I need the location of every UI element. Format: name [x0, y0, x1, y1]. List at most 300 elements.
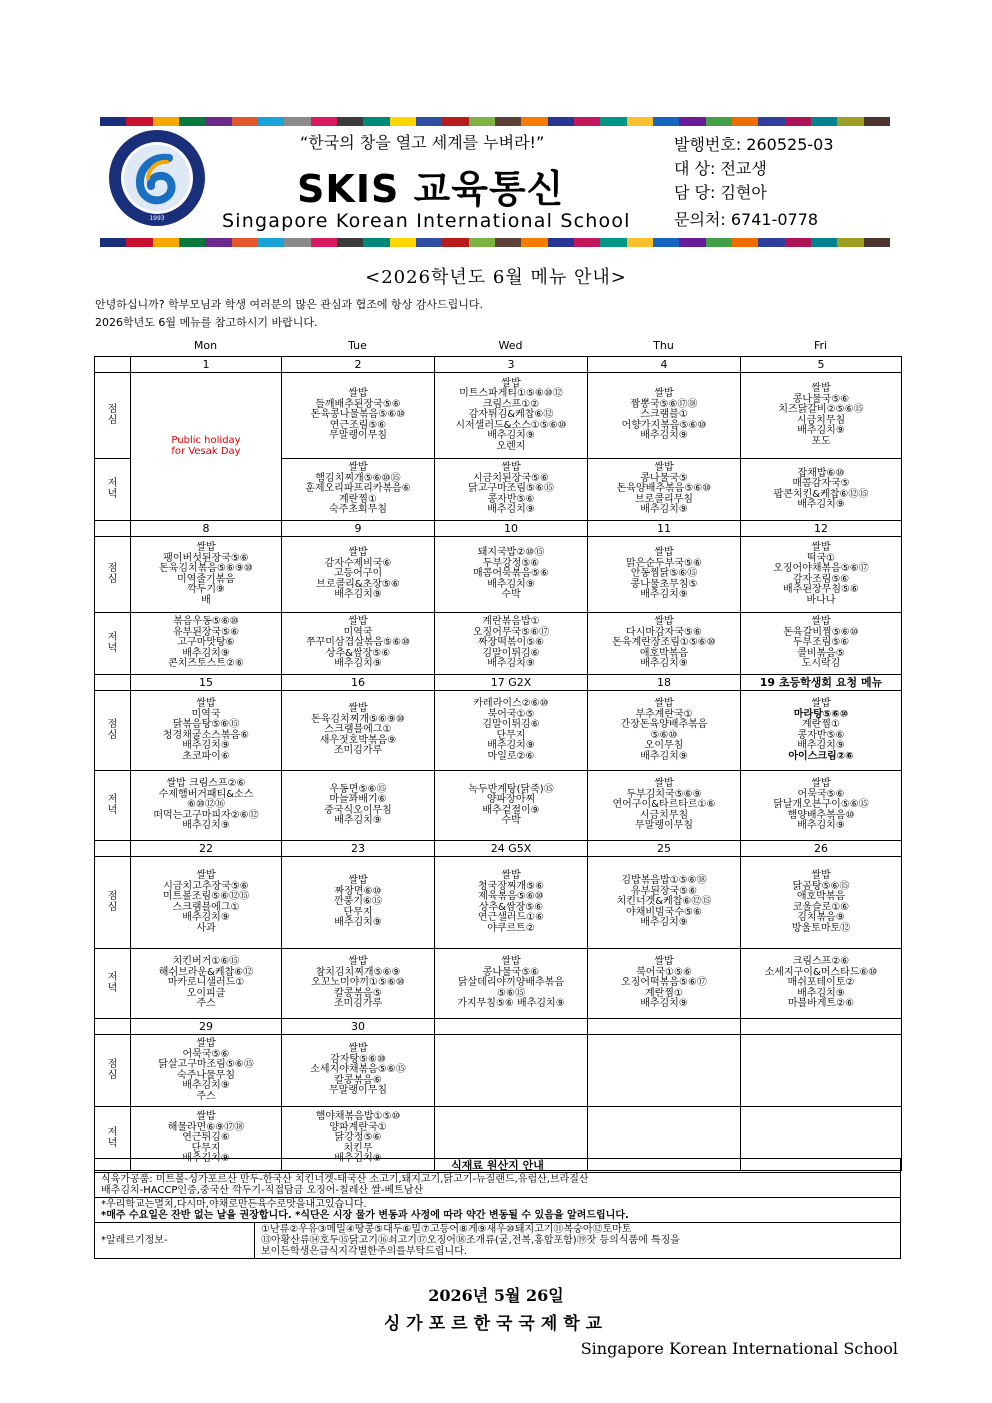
menu-item: 닭살고구마조림⑤⑥⑮ — [158, 1059, 254, 1070]
menu-item: 들깨배추된장국⑤⑥ — [315, 398, 401, 410]
date-cell: 23 — [282, 841, 435, 857]
date-cell: 22 — [131, 841, 282, 857]
menu-item: 쌀밥 — [348, 1043, 368, 1055]
menu-item: 양파계란국① — [329, 1121, 387, 1133]
menu-item: 배추김치⑨ — [640, 589, 688, 601]
school-name-english: Singapore Korean International School — [222, 210, 631, 232]
lunch-label: 점심 — [95, 537, 131, 613]
menu-item: 잡채밥⑥⑩ — [797, 467, 845, 479]
menu-item: 돈육김치볶음⑤⑥⑨⑩ — [159, 563, 253, 574]
menu-item: 쌀밥 — [196, 1038, 216, 1049]
lunch-menu-cell — [435, 373, 588, 459]
color-bar-segment — [574, 117, 600, 126]
menu-item: 쌀밥 — [654, 778, 674, 790]
origin-info: 식육가공품: 미트볼-싱가포르산 만두-한국산 치킨너겟-태국산 소고기,돼지고기,닭고기-뉴질랜드,유럽산,브라질산 배추김치-HACCP인증,중국산 깍두기-직접담금 오징어-칠레산 쌀-베트남산 — [95, 1173, 901, 1198]
menu-item: 맑은순두부국⑤⑥ — [626, 557, 702, 569]
menu-item: 미역줄기볶음 — [177, 573, 235, 585]
lunch-label: 점심 — [95, 373, 131, 459]
menu-item: 감자조림⑤⑥ — [792, 573, 850, 585]
dinner-menu-cell — [435, 613, 588, 675]
menu-item: 돈육김치찌개⑤⑥⑨⑩ — [311, 713, 405, 725]
date-cell: 30 — [282, 1019, 435, 1035]
menu-heading: <2026학년도 6월 메뉴 안내> — [365, 267, 627, 288]
lunch-label: 점심 — [95, 857, 131, 949]
menu-item: 애호박볶음 — [639, 647, 689, 659]
menu-item: 어묵국⑤⑥ — [182, 1048, 230, 1060]
dinner-label: 저녁 — [95, 613, 131, 675]
menu-item: 햄양배추볶음⑩ — [787, 809, 855, 821]
lunch-menu-cell — [435, 691, 588, 771]
menu-item: 간장돈육양배추볶음 — [620, 719, 708, 730]
menu-item: 햄김치찌개⑤⑥⑩⑮ — [315, 472, 401, 484]
menu-item: 바나나 — [806, 594, 836, 606]
dinner-menu-cell — [435, 771, 588, 841]
menu-item: 무말랭이무침 — [635, 820, 693, 832]
menu-item: 북어국①⑤⑥ — [636, 966, 692, 978]
color-bar-segment — [311, 117, 337, 126]
menu-item: 배추김치⑨ — [334, 1153, 382, 1165]
menu-item: 계란찜① — [802, 719, 840, 730]
date-cell: 8 — [131, 521, 282, 537]
menu-item: 시금치무침 — [639, 809, 689, 821]
menu-item: 주스 — [196, 1090, 216, 1102]
menu-item: 오렌지 — [496, 440, 526, 452]
color-bar-segment — [653, 238, 679, 247]
menu-item: 감자탕⑤⑥⑩ — [330, 1053, 386, 1065]
menu-item: 미트볼조림⑤⑥⑫⑮ — [162, 891, 250, 902]
menu-item: 닭볶음탕⑤⑥⑮ — [172, 719, 240, 730]
menu-item: 쌀밥 — [196, 698, 216, 709]
lunch-menu-cell — [588, 537, 741, 613]
menu-item: 콩자반⑤⑥ — [487, 493, 535, 505]
menu-item: 계란찜① — [645, 987, 683, 999]
menu-item: 콩나물초무침⑤ — [630, 578, 698, 590]
date-row-spacer — [95, 1019, 131, 1035]
menu-item: 수박 — [501, 589, 521, 601]
menu-item: 쌀밥 — [811, 542, 831, 553]
menu-item: 칼콩볶음⑥ — [334, 1074, 382, 1086]
menu-item: 쌀밥 — [654, 698, 674, 709]
color-bar-segment — [732, 117, 758, 126]
menu-item: 스크램블에그① — [324, 724, 392, 736]
color-bar-segment — [442, 117, 468, 126]
menu-item: 수박 — [501, 815, 521, 826]
menu-item: 시저샐러드&소스①⑤⑥⑩ — [455, 419, 567, 431]
menu-item: 유부된장국⑤⑥ — [172, 626, 240, 638]
menu-item: 배추김치⑨ — [640, 504, 688, 516]
menu-item: 배추김치⑨ — [182, 1080, 230, 1091]
color-bar-segment — [179, 117, 205, 126]
menu-item: 콘치즈토스트②⑥ — [168, 658, 244, 670]
menu-item: 소세지야채볶음⑤⑥⑮ — [310, 1064, 406, 1076]
menu-item: 북어국①⑤ — [487, 708, 535, 720]
menu-item: 해쉬브라운&케찹⑥⑫ — [158, 966, 254, 978]
color-bar-segment — [548, 117, 574, 126]
menu-item: 짜장떡볶이⑤⑥ — [477, 637, 545, 649]
menu-item: 쌀밥 — [501, 377, 521, 389]
menu-item: 청경채굴소스볶음⑥ — [162, 729, 250, 741]
menu-item: 배추김치⑨ — [640, 430, 688, 442]
date-cell: 3 — [435, 357, 588, 373]
menu-item: 닭강정⑤⑥ — [334, 1132, 382, 1144]
color-bar-segment — [627, 238, 653, 247]
color-bar-segment — [469, 238, 495, 247]
menu-item: 쌀밥 — [348, 875, 368, 887]
lunch-menu-cell — [282, 691, 435, 771]
allergy-label: *알레르기정보- — [95, 1223, 255, 1259]
date-cell: 29 — [131, 1019, 282, 1035]
menu-item: 숙주초회무침 — [329, 504, 387, 516]
menu-item: 김말이튀김⑥ — [482, 719, 540, 730]
day-header-wed: Wed — [498, 339, 523, 352]
menu-item: 쌀밥 — [196, 1111, 216, 1123]
dinner-menu-cell — [588, 613, 741, 675]
dinner-menu-cell — [282, 949, 435, 1019]
menu-item: 햄야채볶음밥①⑤⑩ — [315, 1111, 401, 1123]
lunch-menu-cell — [588, 1035, 741, 1107]
newsletter-title: SKIS 교육통신 — [297, 167, 565, 211]
menu-item: 배추김치⑨ — [334, 658, 382, 670]
menu-item: 감자수제비국⑥ — [324, 557, 392, 569]
color-bar-segment — [600, 117, 626, 126]
menu-item: 상추&쌈장⑤⑥ — [478, 901, 544, 913]
info-audience: 대 상: 전교생 — [674, 159, 767, 178]
allergy-info: ①난류②우유③메밀④땅콩⑤대두⑥밀⑦고등어⑧게⑨새우⑩돼지고기⑪복숭아⑫토마토 ⑬아황산류⑭호두⑮닭고기⑯쇠고기⑰오징어⑱조개류(굴,전복,홍합포함)⑲잣 등의식품에 특징을 보이든학생은급식지각별한주의를부탁드립니다. — [255, 1223, 901, 1259]
menu-item: 방울토마토⑫ — [791, 922, 851, 934]
color-bar-segment — [258, 238, 284, 247]
menu-item: ⑤⑥⑩ — [650, 729, 678, 741]
menu-item: ⑤⑥⑮ — [497, 987, 525, 999]
menu-item: 쌀밥 — [348, 462, 368, 474]
menu-item: 부추계란국① — [635, 708, 693, 720]
menu-item: 소세지구이&머스타드⑥⑩ — [764, 966, 878, 978]
menu-item: 매쉬포테이토② — [787, 977, 855, 989]
color-bar-segment — [153, 238, 179, 247]
date-cell: 1 — [131, 357, 282, 373]
color-bar-segment — [864, 238, 890, 247]
menu-item: 떠먹는고구마피자②⑥⑫ — [153, 809, 259, 821]
menu-item: 무말랭이무침 — [329, 1085, 387, 1097]
notes-table — [94, 1158, 901, 1259]
menu-table — [94, 356, 902, 1171]
lunch-menu-cell — [741, 373, 902, 459]
menu-item: 훈제오리파프리카볶음⑥ — [305, 483, 411, 495]
menu-item: 쌀밥 — [348, 956, 368, 968]
lunch-menu-cell — [282, 373, 435, 459]
color-bar-segment — [337, 117, 363, 126]
menu-item: 돼지국밥②⑩⑮ — [477, 547, 545, 559]
menu-item: 청국장찌개⑤⑥ — [477, 880, 545, 892]
menu-item: 시금치된장국⑤⑥ — [473, 472, 549, 484]
menu-item: 포도 — [811, 435, 831, 447]
date-cell: 24 G5X — [435, 841, 588, 857]
menu-item: 쌀밥 — [348, 547, 368, 559]
menu-item: 쌀밥 — [811, 698, 831, 709]
lunch-menu-cell — [282, 1035, 435, 1107]
menu-item: 브로콜리&초장⑤⑥ — [316, 578, 400, 590]
dinner-menu-cell — [131, 771, 282, 841]
date-cell: 17 G2X — [435, 675, 588, 691]
menu-item: 쌀밥 — [501, 870, 521, 881]
date-cell: 9 — [282, 521, 435, 537]
color-bar-segment — [284, 117, 310, 126]
menu-item: 쌀밥 — [654, 616, 674, 628]
date-cell — [588, 1019, 741, 1035]
menu-item: 깐풍기⑥⑮ — [334, 896, 382, 908]
menu-item: 쌀밥 — [654, 547, 674, 559]
date-cell: 15 — [131, 675, 282, 691]
date-cell — [435, 1019, 588, 1035]
color-bar-segment — [521, 238, 547, 247]
menu-item: 숙주나물무침 — [177, 1069, 235, 1081]
color-bar-segment — [837, 117, 863, 126]
greeting-line-2: 2026학년도 6월 메뉴를 참고하시기 바랍니다. — [95, 316, 318, 329]
menu-item: 쌀밥 — [654, 462, 674, 474]
menu-item: 치킨버거①⑥⑮ — [172, 956, 240, 968]
menu-item: 쌀밥 — [196, 542, 216, 553]
menu-item: 배추김치⑨ — [797, 820, 845, 832]
menu-item: 쌀밥 — [501, 956, 521, 968]
color-bar-segment — [126, 238, 152, 247]
date-row-spacer — [95, 675, 131, 691]
dinner-label: 저녁 — [95, 771, 131, 841]
menu-item: 오징어무국⑤⑥⑰ — [472, 626, 550, 638]
menu-item: 쌀밥 크림스프②⑥ — [166, 778, 246, 790]
color-bar-segment — [363, 238, 389, 247]
date-cell: 2 — [282, 357, 435, 373]
menu-item: 상추&쌈장⑤⑥ — [325, 647, 391, 659]
info-contact: 문의처: 6741-0778 — [674, 210, 819, 229]
menu-item: 콩나물국⑤⑥ — [792, 393, 850, 405]
menu-item: 배추김치⑨ — [182, 647, 230, 659]
menu-item: 떡국① — [806, 552, 836, 564]
menu-item: 해물라면⑥⑨⑰⑱ — [167, 1121, 245, 1133]
menu-item: 유부된장국⑤⑥ — [630, 885, 698, 897]
color-bar-segment — [811, 238, 837, 247]
lunch-menu-cell — [435, 857, 588, 949]
color-bar-segment — [442, 238, 468, 247]
menu-item: 아이스크림②⑥ — [788, 750, 854, 762]
menu-item: 쌀밥 — [654, 956, 674, 968]
menu-item: for Vesak Day — [171, 445, 241, 457]
menu-item: 크림스프②⑥ — [792, 956, 850, 968]
menu-item: ⑥⑩⑫⑯ — [187, 799, 225, 811]
menu-item: 안동찜닭⑤⑥⑮ — [630, 568, 698, 580]
color-bar-segment — [205, 238, 231, 247]
menu-item: 마카로니샐러드① — [167, 977, 245, 989]
menu-item: 콩나물국⑤ — [640, 472, 688, 484]
menu-item: 도시락김 — [801, 658, 841, 670]
color-bar-segment — [469, 117, 495, 126]
menu-item: 녹두반계탕(닭죽)⑮ — [468, 783, 554, 795]
menu-item: 연근샐러드①⑥ — [477, 912, 545, 923]
menu-item: 매콤감자국⑤ — [792, 478, 850, 489]
menu-item: 오꼬노미야끼①⑤⑥⑩ — [311, 977, 405, 989]
color-bar-segment — [416, 238, 442, 247]
color-bar-segment — [521, 117, 547, 126]
menu-item: 닭날개오븐구이⑤⑥⑮ — [773, 799, 869, 811]
menu-item: 치킨무 — [343, 1142, 373, 1154]
menu-item: 감자튀김&케찹⑥⑫ — [468, 409, 554, 421]
date-cell: 26 — [741, 841, 902, 857]
color-bar-segment — [732, 238, 758, 247]
dinner-menu-cell — [741, 459, 902, 521]
lunch-menu-cell — [435, 537, 588, 613]
dinner-menu-cell — [741, 613, 902, 675]
menu-item: 볶음우동⑤⑥⑩ — [173, 616, 239, 628]
menu-item: 쌀밥 — [811, 383, 831, 394]
menu-item: 깍두기⑨ — [187, 584, 225, 595]
lunch-label: 점심 — [95, 691, 131, 771]
menu-item: 두부강정⑤⑥ — [482, 557, 540, 569]
menu-item: 돈육계란장조림①⑤⑥⑩ — [612, 637, 716, 649]
origin-title: 식재료 원산지 안내 — [95, 1159, 901, 1173]
color-bar-segment — [495, 238, 521, 247]
date-cell: 4 — [588, 357, 741, 373]
lunch-menu-cell — [282, 537, 435, 613]
date-cell — [741, 1019, 902, 1035]
lunch-label: 점심 — [95, 1035, 131, 1107]
header-slogan: “한국의 창을 열고 세계를 누벼라!” — [300, 133, 545, 152]
color-bar-segment — [337, 238, 363, 247]
date-cell: 16 — [282, 675, 435, 691]
menu-item: 쌀밥 — [654, 388, 674, 400]
menu-item: 배추김치⑨ — [487, 430, 535, 442]
day-header-tue: Tue — [348, 339, 367, 352]
color-bar-segment — [258, 117, 284, 126]
lunch-menu-cell — [435, 1035, 588, 1107]
menu-item: 쭈꾸미삼겹살볶음⑤⑥⑩ — [305, 637, 411, 649]
color-bar-segment — [627, 117, 653, 126]
dinner-menu-cell — [282, 459, 435, 521]
lunch-menu-cell — [741, 1035, 902, 1107]
date-cell: 19 초등학생회 요청 메뉴 — [741, 675, 902, 691]
color-bar-segment — [126, 117, 152, 126]
menu-item: 배추김치⑨ — [640, 658, 688, 670]
menu-item: 조미김가루 — [333, 745, 383, 757]
color-bar-segment — [232, 238, 258, 247]
day-header-fri: Fri — [813, 339, 828, 352]
color-bar-segment — [706, 238, 732, 247]
lunch-menu-cell — [588, 373, 741, 459]
info-manager: 담 당: 김현아 — [674, 183, 767, 202]
color-bar-segment — [600, 238, 626, 247]
menu-item: 사과 — [196, 922, 216, 934]
menu-item: 시금치고추장국⑤⑥ — [163, 880, 249, 892]
menu-item: 콜비볶음⑤ — [797, 647, 845, 659]
menu-item: 배추김치⑨ — [797, 987, 845, 999]
menu-item: 닭고구마조림⑤⑥⑮ — [468, 483, 554, 495]
date-row-spacer — [95, 841, 131, 857]
header-color-bar-bottom — [100, 238, 890, 247]
menu-item: 팽이버섯된장국⑤⑥ — [163, 552, 249, 564]
color-bar-segment — [811, 117, 837, 126]
date-cell: 10 — [435, 521, 588, 537]
lunch-menu-cell — [131, 1035, 282, 1107]
menu-item: 쌀밥 — [196, 870, 216, 881]
menu-item: 가지무침⑤⑥ 배추김치⑨ — [457, 998, 565, 1010]
lunch-menu-cell — [131, 691, 282, 771]
dinner-menu-cell — [282, 771, 435, 841]
menu-item: 브로콜리무침 — [635, 493, 693, 505]
date-row-spacer — [95, 521, 131, 537]
menu-item: 매콤어묵볶음⑤⑥ — [473, 568, 549, 580]
menu-item: 배추김치⑨ — [487, 578, 535, 590]
color-bar-segment — [758, 238, 784, 247]
dinner-menu-cell — [131, 613, 282, 675]
menu-item: 야채비빔국수⑤⑥ — [626, 906, 702, 918]
menu-item: 수제햄버거패티&소스 — [158, 788, 254, 800]
menu-item: 새우젓호박볶음⑨ — [319, 734, 397, 746]
school-logo-icon — [107, 128, 207, 228]
color-bar-segment — [390, 238, 416, 247]
menu-item: 칼콩볶음⑤ — [334, 987, 382, 999]
menu-item: 배추김치⑨ — [334, 815, 382, 826]
menu-item: 쌀밥 — [811, 778, 831, 790]
color-bar-segment — [284, 238, 310, 247]
menu-item: 마블바게트②⑥ — [787, 998, 855, 1010]
school-name-korean: 싱가포르한국국제학교 — [383, 1314, 609, 1334]
menu-item: 단무지 — [191, 1142, 221, 1154]
issue-date: 2026년 5월 26일 — [428, 1286, 564, 1305]
color-bar-segment — [179, 238, 205, 247]
dinner-menu-cell — [588, 771, 741, 841]
color-bar-segment — [653, 117, 679, 126]
lunch-menu-cell — [588, 691, 741, 771]
menu-item: 배추김치⑨ — [334, 589, 382, 601]
menu-item: 양파장아찌 — [486, 794, 536, 805]
menu-item: 무말랭이무침 — [329, 430, 387, 442]
info-issue-number: 발행번호: 260525-03 — [674, 135, 834, 154]
menu-item: 배추김치⑨ — [487, 504, 535, 516]
menu-item: 카레라이스②⑥⑩ — [473, 698, 549, 709]
menu-item: 팝콘치킨&케찹⑥⑫⑮ — [773, 488, 869, 500]
menu-item: 쌀밥 — [348, 703, 368, 715]
menu-item: 김치볶음⑨ — [797, 912, 845, 923]
svg-text:1993: 1993 — [149, 215, 165, 222]
menu-item: 우동면⑤⑥⑮ — [329, 783, 387, 795]
menu-item: 돈육갈비찜⑤⑥⑩ — [783, 626, 859, 638]
menu-item: 다시마감자국⑤⑥ — [626, 626, 702, 638]
menu-item: 배추김치⑨ — [797, 425, 845, 436]
menu-item: 돈육양배추볶음⑤⑥⑩ — [616, 483, 712, 495]
dinner-label: 저녁 — [95, 459, 131, 521]
menu-item: 두부김치국⑤⑥⑨ — [626, 788, 702, 800]
menu-item: 두부조림⑤⑥ — [792, 637, 850, 649]
menu-item: 미역국 — [191, 708, 221, 720]
color-bar-segment — [785, 238, 811, 247]
color-bar-segment — [416, 117, 442, 126]
lunch-menu-cell — [741, 691, 902, 771]
color-bar-segment — [864, 117, 890, 126]
menu-item: 단무지 — [343, 906, 373, 918]
menu-item: 닭곰탕⑤⑥⑮ — [792, 880, 850, 892]
date-cell: 11 — [588, 521, 741, 537]
date-cell: 5 — [741, 357, 902, 373]
color-bar-segment — [837, 238, 863, 247]
color-bar-segment — [679, 238, 705, 247]
menu-item: 돈육콩나물볶음⑤⑥⑩ — [310, 409, 406, 421]
menu-item: 조미김가루 — [333, 998, 383, 1010]
menu-item: 초코파이⑥ — [182, 750, 230, 762]
menu-item: 마일로②⑥ — [487, 750, 535, 762]
menu-item: 연어구이&타르타르①⑥ — [612, 799, 716, 811]
menu-item: 닭살데리야끼양배추볶음 — [457, 977, 565, 989]
menu-item: 쌀밥 — [811, 616, 831, 628]
menu-item: 치킨너겟&케찹⑥⑫⑮ — [616, 896, 712, 908]
menu-item: 짬뽕국⑤⑥⑰⑱ — [630, 398, 698, 410]
day-header-mon: Mon — [193, 339, 218, 352]
